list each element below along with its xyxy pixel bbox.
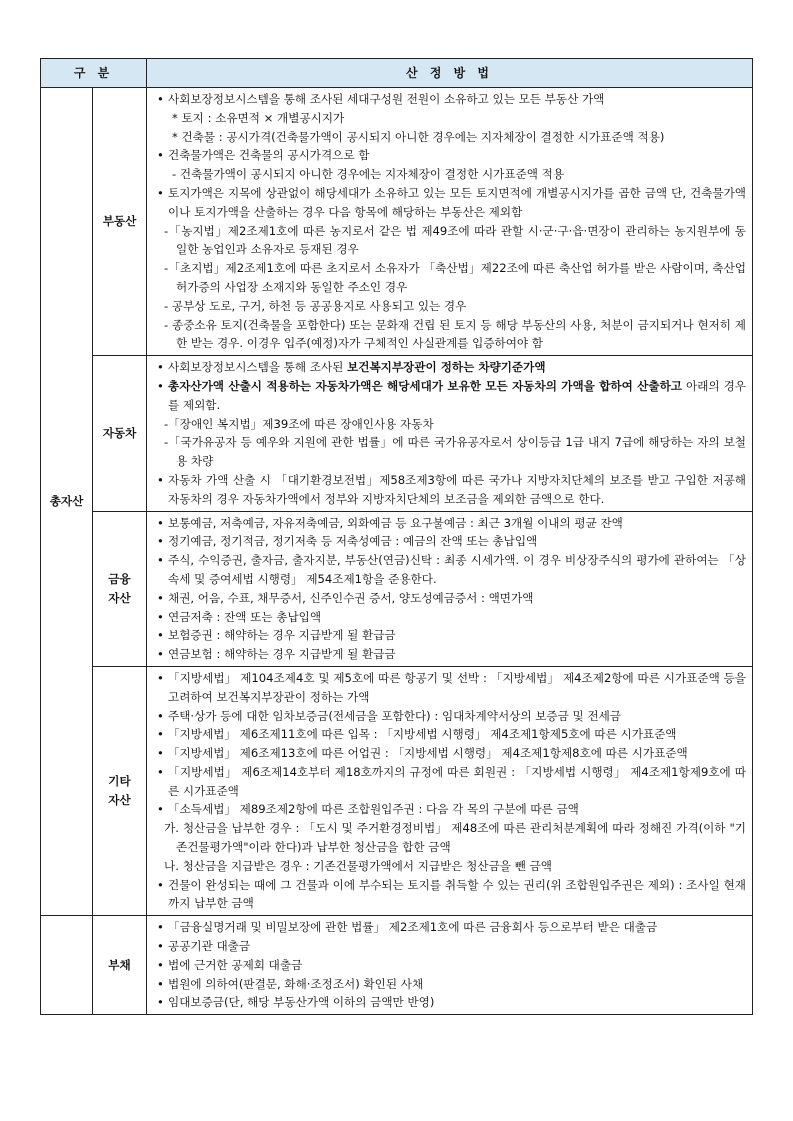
list-item: • 「지방세법」 제6조제11호에 따른 입목 : 「지방세법 시행령」 제4조제1항제5호에 따른 시가표준액 — [156, 725, 746, 744]
list-item: - 종중소유 토지(건축물을 포함한다) 또는 문화재 건립 된 토지 등 해당 부동산의 사용, 처분이 금지되거나 현저히 제한 받는 경우. 이경우 입주(예정)자가 구체적인 사실관계를 입증하여야 함 — [164, 317, 746, 351]
list-item: • 보험증권 : 해약하는 경우 지급받게 될 환급금 — [156, 626, 746, 645]
debt-content — [147, 916, 753, 1015]
list-item: • 채권, 어음, 수표, 채무증서, 신주인수권 증서, 양도성예금증서 : 액면가액 — [156, 589, 746, 608]
debt-left-blank — [41, 916, 93, 1015]
row-vehicle — [41, 356, 753, 511]
list-item: 나. 청산금을 지급받은 경우 : 기존건물평가액에서 지급받은 청산금을 뺀 금액 — [164, 858, 552, 873]
list-item: * 건축물 : 공시가격(건축물가액이 공시되지 아니한 경우에는 지자체장이 결정한 시가표준액 적용) — [172, 129, 665, 144]
list-item: -「농지법」제2조제1호에 따른 농지로서 같은 법 제49조에 따라 관할 시·군·구·읍·면장이 관리하는 농지원부에 동일한 농업인과 소유자로 등재된 경우 — [164, 223, 746, 257]
list-item: • 자동차 가액 산출 시 「대기환경보전법」제58조제3항에 따른 국가나 지방자치단체의 보조를 받고 구입한 저공해자동차의 경우 자동차가액에서 정부와 지방자치단체의 보조금을 제외한 금액으로 한다. — [156, 471, 746, 509]
list-item: • 주식, 수익증권, 출자금, 출자지분, 부동산(연금)신탁 : 최종 시세가액. 이 경우 비상장주식의 평가에 관하여는 「상속세 및 증여세법 시행령」 제54조제1항을 준용한다. — [156, 551, 746, 589]
vehicle-content — [147, 356, 753, 511]
list-item: • 사회보장정보시스템을 통해 조사된 세대구성원 전원이 소유하고 있는 모든 부동산 가액 — [156, 90, 746, 109]
list-item: 가. 청산금을 납부한 경우 : 「도시 및 주거환경정비법」 제48조에 따른 관리처분계획에 따라 정해진 가격(이하 "기존건물평가액"이라 한다)과 납부한 청산금을 합한 금액 — [164, 821, 746, 855]
vehicle-line1-bold: 보건복지부장관이 정하는 차량기준가액 — [347, 360, 546, 375]
list-item: • 「지방세법」 제104조제4호 및 제5호에 따른 항공기 및 선박 : 「지방세법」 제4조제2항에 따른 시가표준액 등을 고려하여 보건복지부장관이 정하는 가액 — [156, 669, 746, 707]
list-item: • 토지가액은 지목에 상관없이 해당세대가 소유하고 있는 모든 토지면적에 개별공시지가를 곱한 금액 단, 건축물가액이나 토지가액을 산출하는 경우 다음 항목에 해당하는 부동산은 제외함 — [156, 184, 746, 222]
financial-content — [147, 511, 753, 666]
list-item: • 「소득세법」 제89조제2항에 따른 조합원입주권 : 다음 각 목의 구분에 따른 금액 — [156, 800, 746, 819]
asset-calculation-table — [40, 58, 753, 1015]
list-item: • 임대보증금(단, 해당 부동산가액 이하의 금액만 반영) — [156, 993, 746, 1012]
total-assets-label: 총자산 — [41, 88, 93, 916]
list-item: • 연금저축 : 잔액 또는 총납입액 — [156, 608, 746, 627]
list-item: • 공공기관 대출금 — [156, 937, 746, 956]
other-label-2: 자산 — [108, 793, 131, 808]
real-estate-label: 부동산 — [93, 88, 147, 356]
list-item: • 「금융실명거래 및 비밀보장에 관한 법률」 제2조제1호에 따른 금융회사 등으로부터 받은 대출금 — [156, 918, 746, 937]
list-item — [156, 377, 746, 415]
list-item: • 주택·상가 등에 대한 임차보증금(전세금을 포함한다) : 임대차계약서상의 보증금 및 전세금 — [156, 707, 746, 726]
list-item: * 토지 : 소유면적 × 개별공시지가 — [172, 110, 345, 125]
other-assets-content — [147, 666, 753, 915]
list-item — [156, 358, 746, 377]
vehicle-line1-text: 사회보장정보시스템을 통해 조사된 — [168, 360, 348, 375]
list-item: -「장애인 복지법」제39조에 따른 장애인사용 자동차 — [164, 416, 434, 431]
header-category: 구 분 — [41, 59, 147, 88]
list-item: • 보통예금, 저축예금, 자유저축예금, 외화예금 등 요구불예금 : 최근 3개월 이내의 평균 잔액 — [156, 514, 746, 533]
list-item: • 건물이 완성되는 때에 그 건물과 이에 부수되는 토지를 취득할 수 있는 권리(위 조합원입주권은 제외) : 조사일 현재까지 납부한 금액 — [156, 876, 746, 914]
row-financial — [41, 511, 753, 666]
other-label-1: 기타 — [108, 774, 131, 789]
list-item: • 「지방세법」 제6조제14호부터 제18호까지의 규정에 따른 회원권 : 「지방세법 시행령」 제4조제1항제9호에 따른 시가표준액 — [156, 763, 746, 801]
list-item: • 「지방세법」 제6조제13호에 따른 어업권 : 「지방세법 시행령」 제4조제1항제8호에 따른 시가표준액 — [156, 744, 746, 763]
other-assets-label — [93, 666, 147, 915]
list-item: -「국가유공자 등 예우와 지원에 관한 법률」에 따른 국가유공자로서 상이등급 1급 내지 7급에 해당하는 자의 보철용 차량 — [164, 435, 746, 469]
real-estate-content — [147, 88, 753, 356]
list-item: - 건축물가액이 공시되지 아니한 경우에는 지자체장이 결정한 시가표준액 적용 — [172, 167, 565, 182]
row-other-assets — [41, 666, 753, 915]
row-real-estate — [41, 88, 753, 356]
list-item: • 법원에 의하여(판결문, 화해·조정조서) 확인된 사채 — [156, 975, 746, 994]
vehicle-line2-bold: 총자산가액 산출시 적용하는 자동차가액은 해당세대가 보유한 모든 자동차의 가액을 합하여 산출하고 — [168, 378, 682, 393]
financial-label-2: 자산 — [108, 590, 131, 605]
row-debt — [41, 916, 753, 1015]
list-item: • 법에 근거한 공제회 대출금 — [156, 956, 746, 975]
vehicle-label: 자동차 — [93, 356, 147, 511]
financial-label-1: 금융 — [108, 571, 131, 586]
vehicle-line2-text: 아래의 경우를 제외함. — [168, 378, 746, 412]
list-item: • 연금보험 : 해약하는 경우 지급받게 될 환급금 — [156, 645, 746, 664]
debt-label: 부채 — [93, 916, 147, 1015]
list-item: • 건축물가액은 건축물의 공시가격으로 함 — [156, 146, 746, 165]
table-header-row — [41, 59, 753, 88]
financial-label — [93, 511, 147, 666]
list-item: • 정기예금, 정기적금, 정기저축 등 저축성예금 : 예금의 잔액 또는 총납입액 — [156, 532, 746, 551]
list-item: -「초지법」제2조제1호에 따른 초지로서 소유자가 「축산법」제22조에 따른 축산업 허가를 받은 사람이며, 축산업 허가증의 사업장 소재지와 동일한 주소인 경우 — [164, 261, 746, 294]
list-item: - 공부상 도로, 구거, 하천 등 공공용지로 사용되고 있는 경우 — [164, 298, 467, 313]
header-method: 산 정 방 법 — [147, 59, 753, 88]
